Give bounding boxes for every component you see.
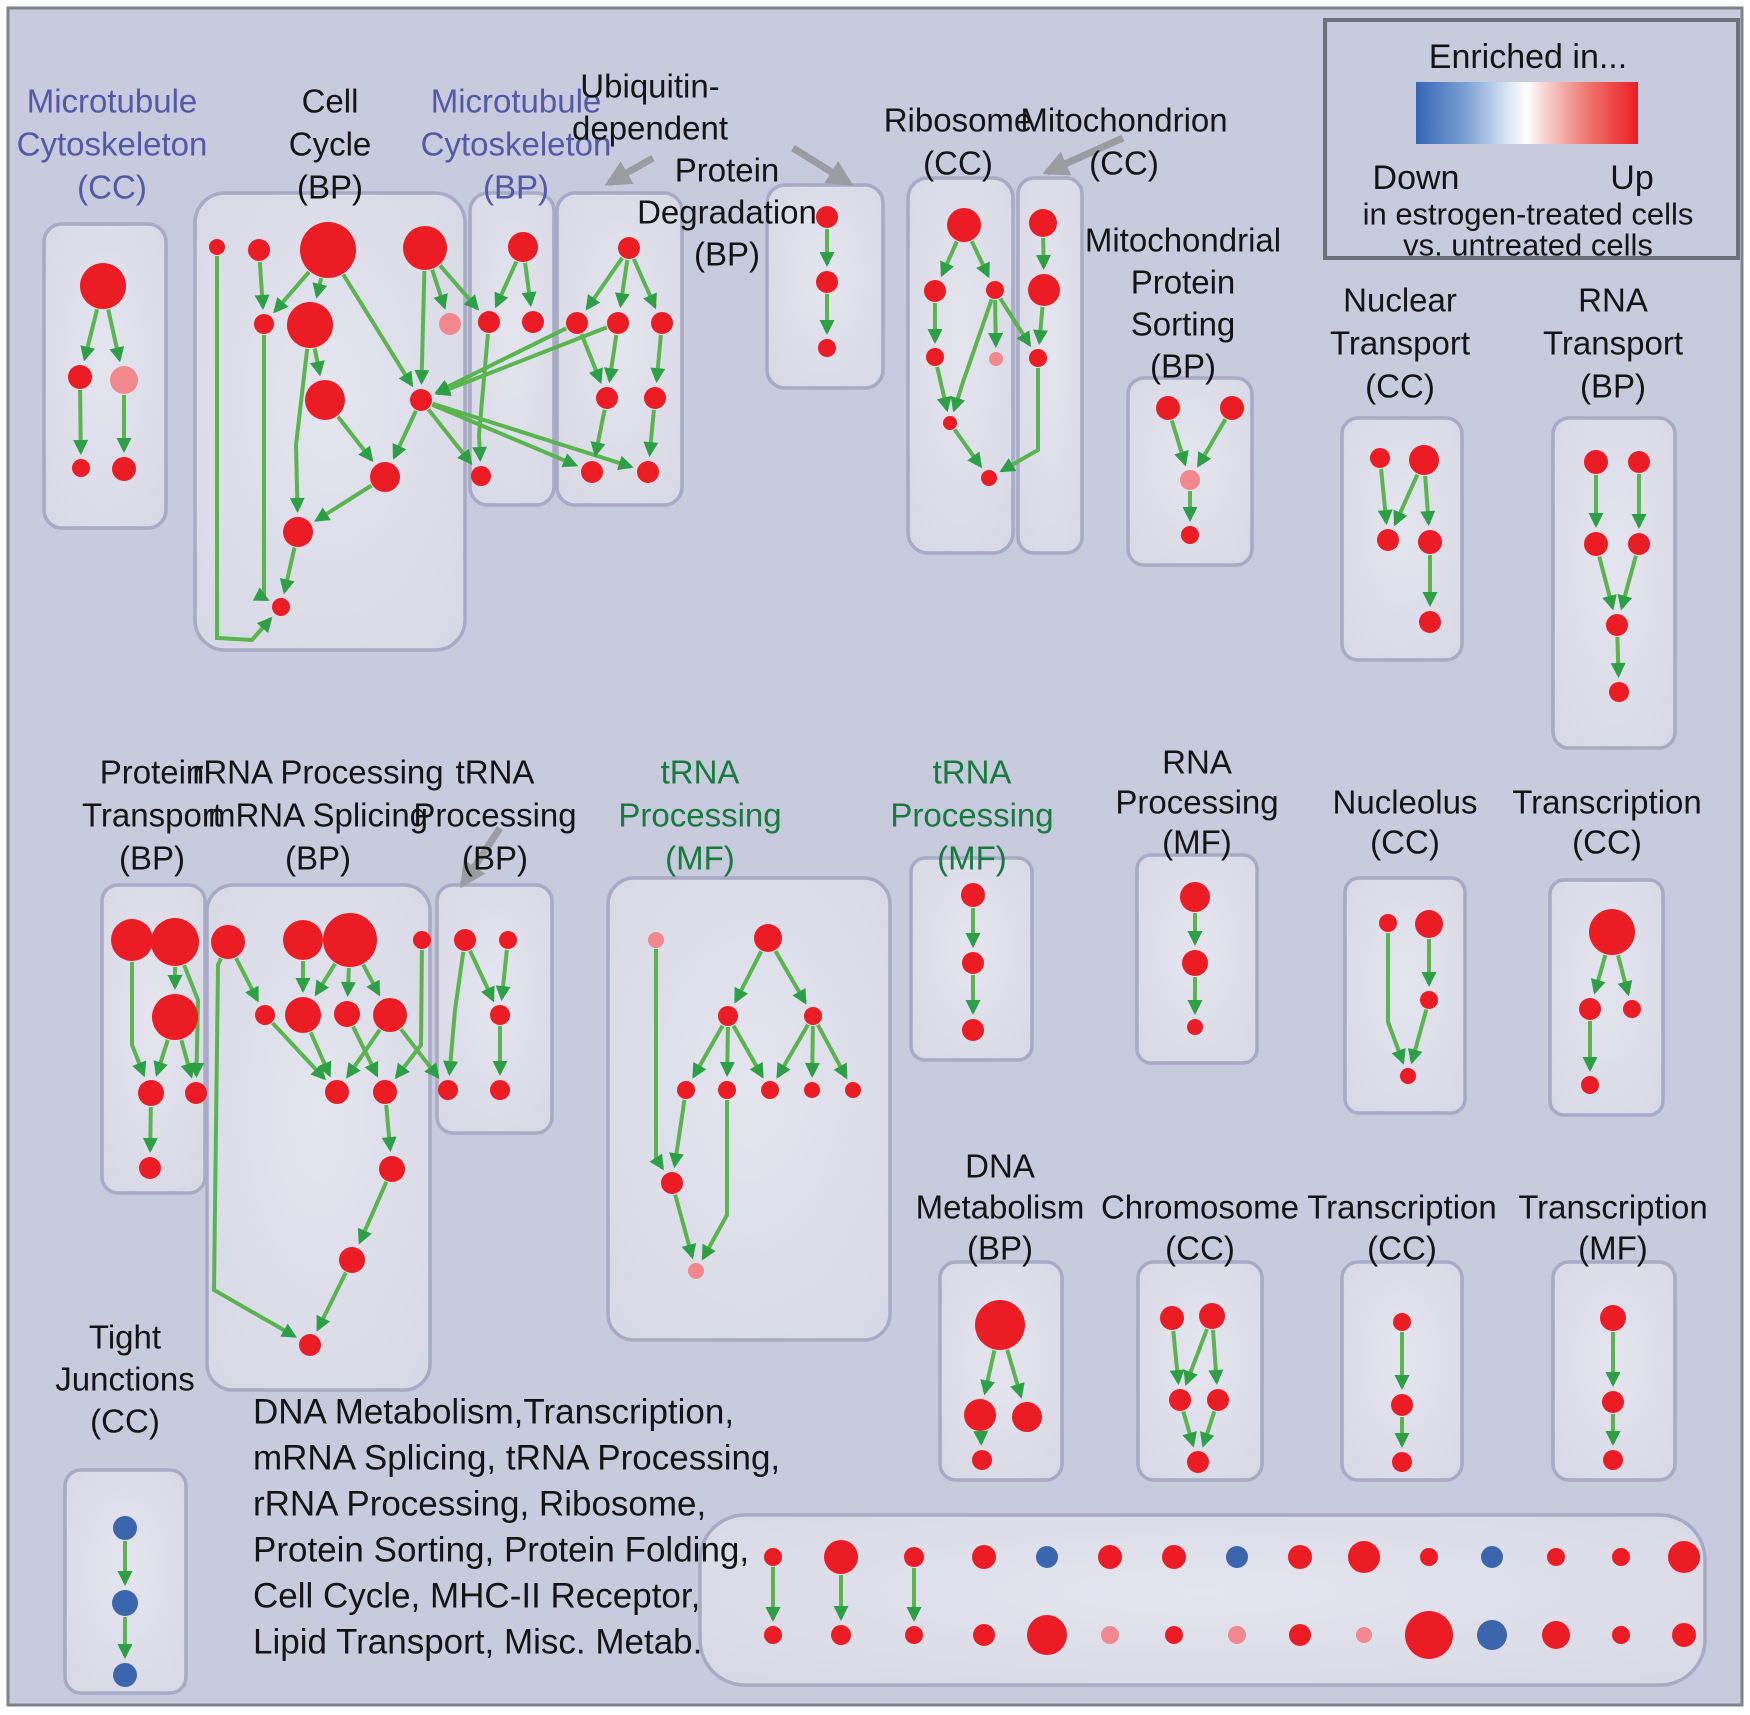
go-term-node-F1: [947, 208, 981, 242]
go-term-node-R2: [1579, 998, 1601, 1020]
edge-A2-A4: [80, 390, 81, 452]
go-term-node-S4: [972, 1450, 992, 1470]
label-mt-bp-line-3: (BP): [483, 168, 549, 206]
go-term-node-D2: [566, 312, 588, 334]
go-term-node-L6: [285, 997, 321, 1033]
label-trna-mf-2-line-3: (MF): [937, 839, 1007, 877]
go-term-node-N9: [845, 1082, 861, 1098]
go-term-node-H1: [1156, 396, 1180, 420]
go-term-node-X15b: [1672, 1623, 1696, 1647]
label-nuclear-transport-line-3: (CC): [1365, 367, 1435, 405]
go-term-node-B7: [439, 313, 461, 335]
label-cell-cycle-line-3: (BP): [297, 168, 363, 206]
notes-line-1: DNA Metabolism,Transcription,: [253, 1392, 735, 1432]
legend-down-label: Down: [1372, 159, 1460, 197]
go-term-node-U2: [1391, 1394, 1413, 1416]
go-term-node-N3: [718, 1006, 738, 1026]
go-term-node-J6: [1609, 682, 1629, 702]
go-term-node-N11: [688, 1263, 704, 1279]
go-term-node-J2: [1628, 451, 1650, 473]
go-term-node-X11b: [1405, 1611, 1453, 1659]
notes-line-4: Protein Sorting, Protein Folding,: [253, 1530, 750, 1570]
go-term-node-C1: [508, 232, 538, 262]
label-protein-transport-line-2: Transport: [82, 796, 222, 834]
go-term-node-X5b: [1027, 1615, 1067, 1655]
go-term-node-G1: [1029, 209, 1057, 237]
label-ribosome-line-1: Ribosome: [883, 101, 1033, 139]
go-term-node-J3: [1584, 532, 1608, 556]
go-term-node-L1: [211, 925, 245, 959]
label-rna-processing-line-3: (MF): [1162, 823, 1232, 861]
go-term-node-D8: [637, 461, 659, 483]
label-transcription-mf-line-2: (MF): [1578, 1229, 1648, 1267]
label-trna-bp-line-2: Processing: [413, 796, 577, 834]
go-term-node-F6: [943, 416, 957, 430]
go-term-node-P2: [1182, 950, 1208, 976]
label-trna-mf-2-line-2: Processing: [890, 796, 1054, 834]
label-nucleolus-line-1: Nucleolus: [1332, 783, 1478, 821]
go-term-node-Q2: [1415, 910, 1443, 938]
go-term-node-N7: [761, 1081, 779, 1099]
go-term-node-X10t: [1348, 1541, 1380, 1573]
go-term-node-G3: [1029, 349, 1047, 367]
edge-K4-K6: [150, 1107, 151, 1150]
label-protein-transport-line-1: Protein: [99, 753, 205, 791]
go-term-node-T4: [1207, 1389, 1229, 1411]
go-term-node-A5: [112, 457, 136, 481]
go-term-node-X1b: [764, 1626, 782, 1644]
go-term-node-N5: [677, 1081, 695, 1099]
go-term-node-K2: [151, 918, 199, 966]
label-ubiquitin-b-line-1: Protein: [674, 151, 780, 189]
go-term-node-B5: [254, 314, 274, 334]
go-term-node-C3: [522, 311, 544, 333]
legend-up-label: Up: [1610, 159, 1654, 197]
label-transcription-cc-mid-line-1: Transcription: [1512, 783, 1702, 821]
label-rrna-mrna-line-1: rRNA Processing: [192, 753, 444, 791]
legend-title: Enriched in...: [1428, 38, 1628, 76]
go-term-node-M4: [438, 1080, 458, 1100]
go-term-node-X12t: [1481, 1546, 1503, 1568]
label-transcription-cc-low-line-2: (CC): [1367, 1229, 1437, 1267]
label-mito-sorting-line-2: Protein: [1130, 263, 1236, 301]
go-term-node-R3: [1623, 1000, 1641, 1018]
go-term-node-J1: [1584, 450, 1608, 474]
go-term-node-X5t: [1036, 1546, 1058, 1568]
go-term-node-A3: [110, 366, 138, 394]
go-term-node-L13: [299, 1334, 321, 1356]
label-rna-processing-line-1: RNA: [1162, 743, 1232, 781]
go-term-node-X6b: [1101, 1626, 1119, 1644]
go-term-node-L10: [373, 1080, 397, 1104]
notes-line-2: mRNA Splicing, tRNA Processing,: [253, 1438, 781, 1478]
go-term-node-R4: [1581, 1076, 1599, 1094]
go-term-node-D4: [651, 312, 673, 334]
label-mt-cc-line-2: Cytoskeleton: [16, 125, 208, 163]
label-ubiquitin-a-line-1: Ubiquitin-: [580, 67, 720, 105]
go-term-node-D5: [596, 387, 618, 409]
go-term-node-H4: [1181, 526, 1199, 544]
go-term-node-L5: [255, 1005, 275, 1025]
go-term-node-L11: [379, 1156, 405, 1182]
label-trna-mf-2-line-1: tRNA: [932, 753, 1012, 791]
edge-N4-N8: [812, 1026, 813, 1075]
go-term-node-L2: [283, 920, 323, 960]
go-term-node-D3: [607, 312, 629, 334]
go-term-node-P3: [1187, 1019, 1203, 1035]
legend-gradient-bar: [1416, 82, 1638, 144]
label-mitochondrion-line-1: Mitochondrion: [1020, 101, 1228, 139]
go-term-node-A4: [72, 459, 90, 477]
go-term-node-P1: [1180, 882, 1210, 912]
go-term-node-V1: [1600, 1305, 1626, 1331]
go-term-node-N10: [661, 1172, 683, 1194]
go-term-node-T1: [1160, 1306, 1184, 1330]
go-term-node-O3: [962, 1019, 984, 1041]
go-term-node-J5: [1606, 614, 1628, 636]
go-term-node-E3: [818, 339, 836, 357]
edge-N3-N6: [727, 1027, 728, 1074]
go-term-node-X15t: [1668, 1541, 1700, 1573]
go-term-node-N2: [754, 924, 782, 952]
label-mt-cc-line-3: (CC): [77, 168, 147, 206]
go-term-node-M5: [490, 1080, 510, 1100]
go-term-node-B8: [305, 380, 345, 420]
label-nuclear-transport-line-1: Nuclear: [1343, 281, 1457, 319]
go-term-node-X14b: [1612, 1626, 1630, 1644]
label-mito-sorting-line-3: Sorting: [1130, 305, 1236, 343]
cluster-box-bottom: [700, 1515, 1705, 1685]
go-term-node-X3t: [904, 1547, 924, 1567]
label-trna-bp-line-1: tRNA: [455, 753, 535, 791]
go-term-node-K1: [111, 919, 153, 961]
cluster-box-dna-met: [940, 1262, 1062, 1480]
go-term-node-B3: [300, 222, 356, 278]
go-term-node-E2: [816, 271, 838, 293]
go-term-node-N1: [648, 932, 664, 948]
go-term-node-X10b: [1356, 1627, 1372, 1643]
edge-J5-J6: [1617, 637, 1618, 675]
go-term-node-I4: [1418, 530, 1442, 554]
cluster-box-trna-mf1: [608, 878, 890, 1340]
go-term-node-O2: [962, 952, 984, 974]
go-term-node-K4: [138, 1080, 164, 1106]
label-mito-sorting-line-4: (BP): [1150, 347, 1216, 385]
go-term-node-V3: [1603, 1450, 1623, 1470]
go-term-node-Q1: [1379, 914, 1397, 932]
label-rna-processing-line-2: Processing: [1115, 783, 1279, 821]
label-ubiquitin-b-line-3: (BP): [694, 235, 760, 273]
label-tight-junctions-line-3: (CC): [90, 1402, 160, 1440]
go-term-node-N4: [804, 1007, 822, 1025]
go-term-node-X9b: [1289, 1624, 1311, 1646]
label-mt-bp-line-1: Microtubule: [430, 82, 602, 120]
go-term-node-T3: [1169, 1389, 1191, 1411]
go-term-node-M2: [499, 931, 517, 949]
go-term-node-X13t: [1547, 1548, 1565, 1566]
go-term-node-L9: [325, 1080, 349, 1104]
go-term-node-D6: [644, 387, 666, 409]
label-dna-metabolism-line-2: Metabolism: [915, 1188, 1085, 1226]
label-mt-bp-line-2: Cytoskeleton: [420, 125, 612, 163]
notes-line-5: Cell Cycle, MHC-II Receptor,: [253, 1576, 701, 1616]
go-term-node-X4b: [973, 1624, 995, 1646]
go-term-node-N8: [804, 1082, 820, 1098]
go-term-node-L8: [373, 998, 407, 1032]
label-trna-mf-1-line-2: Processing: [618, 796, 782, 834]
go-term-node-X11t: [1420, 1548, 1438, 1566]
go-term-node-L4: [413, 931, 431, 949]
go-term-node-A2: [68, 365, 92, 389]
legend-subtitle-1: in estrogen-treated cells: [1362, 196, 1694, 232]
cluster-box-nuc-transport: [1342, 418, 1462, 660]
go-term-node-L3: [323, 913, 377, 967]
go-term-node-X13b: [1542, 1621, 1570, 1649]
go-term-node-F3: [986, 281, 1004, 299]
go-term-node-G2: [1028, 274, 1060, 306]
label-ubiquitin-a-line-2: dependent: [572, 109, 728, 147]
go-term-node-A1: [80, 263, 126, 309]
go-term-node-W1: [113, 1516, 137, 1540]
go-term-node-X8b: [1228, 1626, 1246, 1644]
go-term-node-H3: [1180, 470, 1200, 490]
label-rna-transport-line-3: (BP): [1580, 367, 1646, 405]
label-cell-cycle-line-1: Cell: [301, 82, 359, 120]
go-term-node-Q3: [1420, 991, 1438, 1009]
label-trna-bp-line-3: (BP): [462, 839, 528, 877]
label-protein-transport-line-3: (BP): [119, 839, 185, 877]
go-term-node-U1: [1393, 1313, 1411, 1331]
go-term-node-O1: [961, 883, 985, 907]
go-term-node-X8t: [1226, 1546, 1248, 1568]
go-term-node-N6: [718, 1081, 736, 1099]
go-term-node-W2: [112, 1590, 138, 1616]
go-term-node-F5: [989, 352, 1003, 366]
go-term-node-I5: [1419, 611, 1441, 633]
go-term-node-M1: [454, 929, 476, 951]
edge-L3-L7: [348, 968, 349, 994]
label-mitochondrion-line-2: (CC): [1089, 144, 1159, 182]
legend-subtitle-2: vs. untreated cells: [1403, 227, 1653, 263]
go-term-node-X7t: [1162, 1545, 1186, 1569]
go-term-node-B6: [287, 302, 333, 348]
label-cell-cycle-line-2: Cycle: [288, 125, 372, 163]
go-term-node-V2: [1602, 1391, 1624, 1413]
label-dna-metabolism-line-3: (BP): [967, 1229, 1033, 1267]
go-term-node-X3b: [905, 1626, 923, 1644]
go-term-node-X6t: [1098, 1545, 1122, 1569]
go-term-node-K6: [139, 1157, 161, 1179]
cluster-box-rrna: [207, 885, 430, 1390]
notes-line-3: rRNA Processing, Ribosome,: [253, 1484, 707, 1524]
go-term-node-U3: [1392, 1452, 1412, 1472]
go-term-node-X4t: [972, 1545, 996, 1569]
label-mito-sorting-line-1: Mitochondrial: [1084, 221, 1282, 259]
go-term-node-I1: [1370, 448, 1390, 468]
go-term-node-X2t: [824, 1540, 858, 1574]
go-term-node-W3: [113, 1663, 137, 1687]
edge-G1-G2: [1043, 238, 1044, 267]
go-term-node-F7: [981, 470, 997, 486]
go-term-node-C2: [478, 311, 500, 333]
go-term-node-B11: [283, 517, 313, 547]
go-term-node-B1: [209, 239, 225, 255]
label-trna-mf-1-line-3: (MF): [665, 839, 735, 877]
go-term-node-T2: [1199, 1303, 1225, 1329]
cluster-box-ub1: [557, 193, 682, 505]
go-term-node-R1: [1589, 909, 1635, 955]
go-term-node-L7: [334, 1001, 360, 1027]
go-term-node-B10: [370, 462, 400, 492]
cluster-box-chromosome: [1138, 1262, 1262, 1480]
go-term-node-B4: [403, 226, 447, 270]
go-term-node-S3: [1012, 1402, 1042, 1432]
go-term-node-X9t: [1288, 1545, 1312, 1569]
go-term-node-C4: [471, 466, 491, 486]
label-ribosome-line-2: (CC): [923, 144, 993, 182]
go-term-node-I3: [1377, 529, 1399, 551]
label-ubiquitin-b-line-2: Degradation: [637, 193, 817, 231]
go-term-node-E1: [816, 206, 838, 228]
label-rrna-mrna-line-2: mRNA Splicing: [207, 796, 429, 834]
label-chromosome-line-1: Chromosome: [1100, 1188, 1300, 1226]
label-rrna-mrna-line-3: (BP): [285, 839, 351, 877]
go-term-node-J4: [1628, 533, 1650, 555]
go-term-node-B2: [248, 239, 270, 261]
label-trna-mf-1-line-1: tRNA: [660, 753, 740, 791]
go-term-node-T5: [1187, 1451, 1209, 1473]
notes-line-6: Lipid Transport, Misc. Metab.: [253, 1622, 703, 1662]
go-term-node-X12b: [1477, 1620, 1507, 1650]
go-term-node-S2: [964, 1399, 996, 1431]
go-term-node-B9: [410, 389, 432, 411]
go-term-node-S1: [975, 1300, 1025, 1350]
go-term-node-L12: [339, 1247, 365, 1273]
go-term-node-K5: [185, 1082, 207, 1104]
label-rna-transport-line-1: RNA: [1578, 281, 1648, 319]
label-dna-metabolism-line-1: DNA: [965, 1147, 1035, 1185]
go-term-node-X1t: [764, 1548, 782, 1566]
label-tight-junctions-line-1: Tight: [88, 1318, 162, 1356]
label-rna-transport-line-2: Transport: [1543, 324, 1683, 362]
go-term-node-M3: [490, 1005, 510, 1025]
edge-F3-F5: [995, 300, 996, 345]
label-tight-junctions-line-2: Junctions: [55, 1360, 195, 1398]
label-nucleolus-line-2: (CC): [1370, 823, 1440, 861]
go-term-node-I2: [1409, 445, 1439, 475]
go-term-node-X7b: [1165, 1626, 1183, 1644]
go-term-node-H2: [1220, 396, 1244, 420]
go-term-node-Q4: [1400, 1068, 1416, 1084]
label-transcription-cc-low-line-1: Transcription: [1307, 1188, 1497, 1226]
label-transcription-cc-mid-line-2: (CC): [1572, 823, 1642, 861]
label-nuclear-transport-line-2: Transport: [1330, 324, 1470, 362]
go-term-node-F4: [926, 348, 944, 366]
go-term-node-D7: [581, 461, 603, 483]
go-term-node-F2: [924, 280, 946, 302]
label-mt-cc-line-1: Microtubule: [26, 82, 198, 120]
label-transcription-mf-line-1: Transcription: [1518, 1188, 1708, 1226]
go-term-node-X14t: [1612, 1548, 1630, 1566]
go-term-node-K3: [152, 994, 198, 1040]
go-term-node-X2b: [831, 1625, 851, 1645]
go-term-node-B12: [272, 598, 290, 616]
label-chromosome-line-2: (CC): [1165, 1229, 1235, 1267]
go-term-node-D1: [618, 237, 640, 259]
